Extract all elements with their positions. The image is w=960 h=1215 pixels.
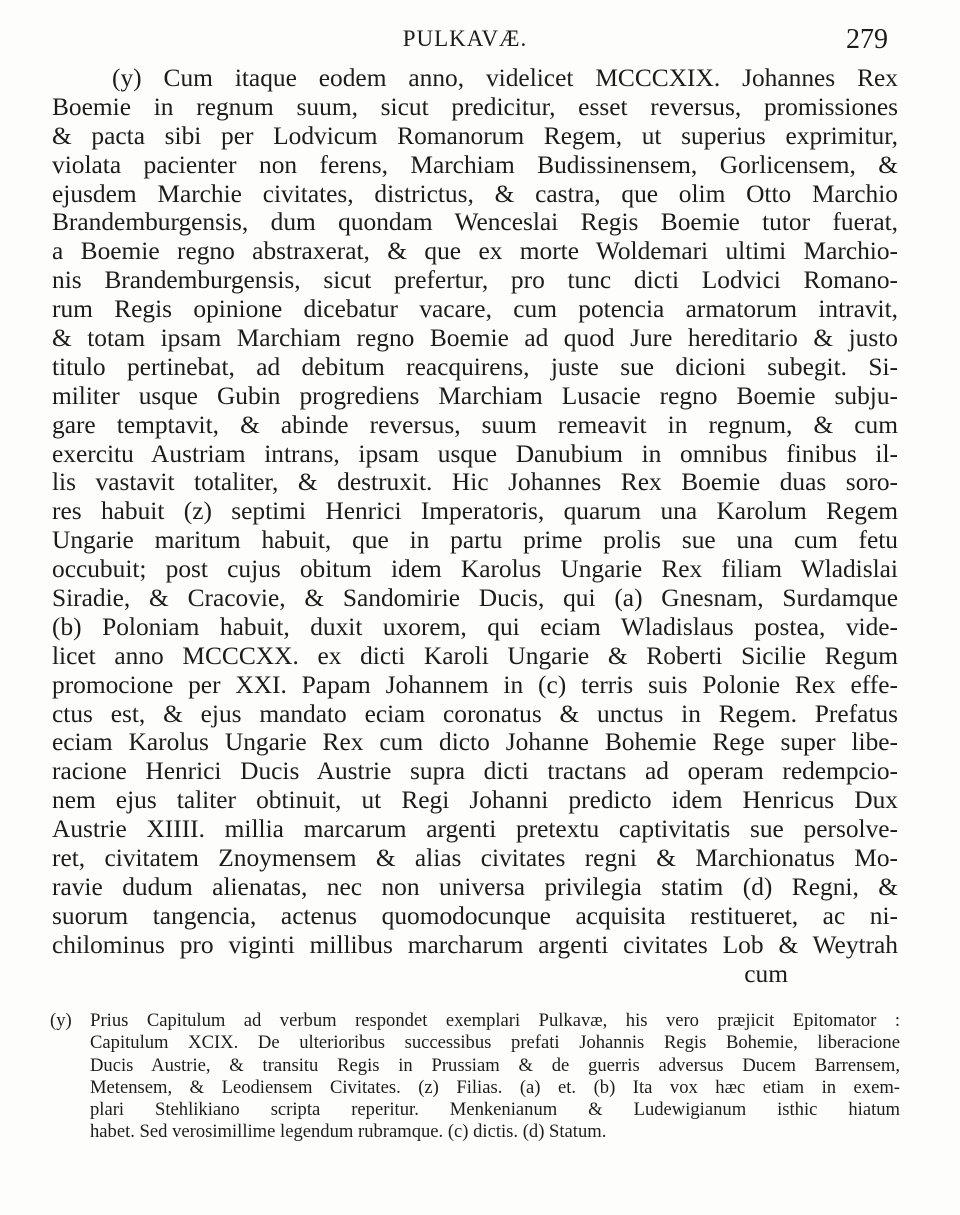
text-line: ctus est, & ejus mandato eciam coronatus & unctus in Regem. Prefatus (52, 699, 898, 728)
footnote-line: (y) Prius Capitulum ad verbum respondet exemplari Pulkavæ, his vero præjicit Epitomator : (50, 1010, 900, 1031)
footnote-line: plari Stehlikiano scripta reperitur. Menkenianum & Ludewigianum isthic hiatum (90, 1099, 900, 1121)
text-line: eciam Karolus Ungarie Rex cum dicto Johanne Bohemie Rege super libe- (52, 728, 898, 757)
text-line: occubuit; post cujus obitum idem Karolus Ungarie Rex filiam Wladislai (52, 555, 898, 584)
text-line: nis Brandemburgensis, sicut prefertur, pro tunc dicti Lodvici Romano- (52, 266, 898, 295)
text-line: a Boemie regno abstraxerat, & que ex morte Woldemari ultimi Marchio- (52, 237, 898, 266)
text-line: nem ejus taliter obtinuit, ut Regi Johanni predicto idem Henricus Dux (52, 786, 898, 815)
footnotes (50, 1010, 900, 1144)
catchword: cum (744, 959, 788, 988)
text-line: ejusdem Marchie civitates, districtus, & castra, que olim Otto Marchio (52, 179, 898, 208)
text-line: titulo pertinebat, ad debitum reacquirens, juste sue dicioni subegit. Si- (52, 352, 898, 381)
footnote-line: Ducis Austrie, & transitu Regis in Prussiam & de guerris adversus Ducem Barrensem, (90, 1054, 900, 1076)
running-head: PULKAVÆ. (402, 26, 528, 51)
text-line: militer usque Gubin progrediens Marchiam Lusacie regno Boemie subju- (52, 381, 898, 410)
text-line: res habuit (z) septimi Henrici Imperatoris, quarum una Karolum Regem (52, 497, 898, 526)
text-line: gare temptavit, & abinde reversus, suum remeavit in regnum, & cum (52, 410, 898, 439)
text-line: suorum tangencia, actenus quomodocunque acquisita restitueret, ac ni- (52, 901, 898, 930)
text-line: ret, civitatem Znoymensem & alias civitates regni & Marchionatus Mo- (52, 844, 898, 873)
text-line: licet anno MCCCXX. ex dicti Karoli Ungarie & Roberti Sicilie Regum (52, 641, 898, 670)
text-line: & pacta sibi per Lodvicum Romanorum Regem, ut superius exprimitur, (52, 121, 898, 150)
text-line: violata pacienter non ferens, Marchiam Budissinensem, Gorlicensem, & (52, 150, 898, 179)
text-line: (b) Poloniam habuit, duxit uxorem, qui eciam Wladislaus postea, vide- (52, 612, 898, 641)
page-header (50, 20, 888, 60)
text-line: & totam ipsam Marchiam regno Boemie ad quod Jure hereditario & justo (52, 324, 898, 353)
text-line: ravie dudum alienatas, nec non universa privilegia statim (d) Regni, & (52, 872, 898, 901)
text-line: Brandemburgensis, dum quondam Wenceslai Regis Boemie tutor fuerat, (52, 208, 898, 237)
page-number: 279 (846, 24, 888, 55)
text-line: chilominus pro viginti millibus marcharum argenti civitates Lob & Weytrah (52, 930, 898, 959)
text-line: promocione per XXI. Papam Johannem in (c) terris suis Polonie Rex effe- (52, 670, 898, 699)
footnote-line: Capitulum XCIX. De ulterioribus successibus prefati Johannis Regis Bohemie, liberacione (90, 1032, 900, 1054)
text-line: (y) Cum itaque eodem anno, videlicet MCCCXIX. Johannes Rex (112, 64, 898, 92)
text-line: lis vastavit totaliter, & destruxit. Hic Johannes Rex Boemie duas soro- (52, 468, 898, 497)
text-line: Siradie, & Cracovie, & Sandomirie Ducis, qui (a) Gnesnam, Surdamque (52, 584, 898, 613)
text-line: exercitu Austriam intrans, ipsam usque Danubium in omnibus finibus il- (52, 439, 898, 468)
footnote-line: habet. Sed verosimillime legendum rubramque. (c) dictis. (d) Statum. (90, 1121, 607, 1143)
text-line: rum Regis opinione dicebatur vacare, cum potencia armatorum intravit, (52, 295, 898, 324)
text-line: Boemie in regnum suum, sicut predicitur, esset reversus, promissiones (52, 92, 898, 121)
text-line: racione Henrici Ducis Austrie supra dicti tractans ad operam redempcio- (52, 757, 898, 786)
footnote-line: Metensem, & Leodiensem Civitates. (z) Filias. (a) et. (b) Ita vox hæc etiam in exem- (90, 1076, 900, 1098)
main-text (52, 64, 898, 989)
text-line: Austrie XIIII. millia marcarum argenti pretextu captivitatis sue persolve- (52, 815, 898, 844)
text-line: Ungarie maritum habuit, que in partu prime prolis sue una cum fetu (52, 526, 898, 555)
